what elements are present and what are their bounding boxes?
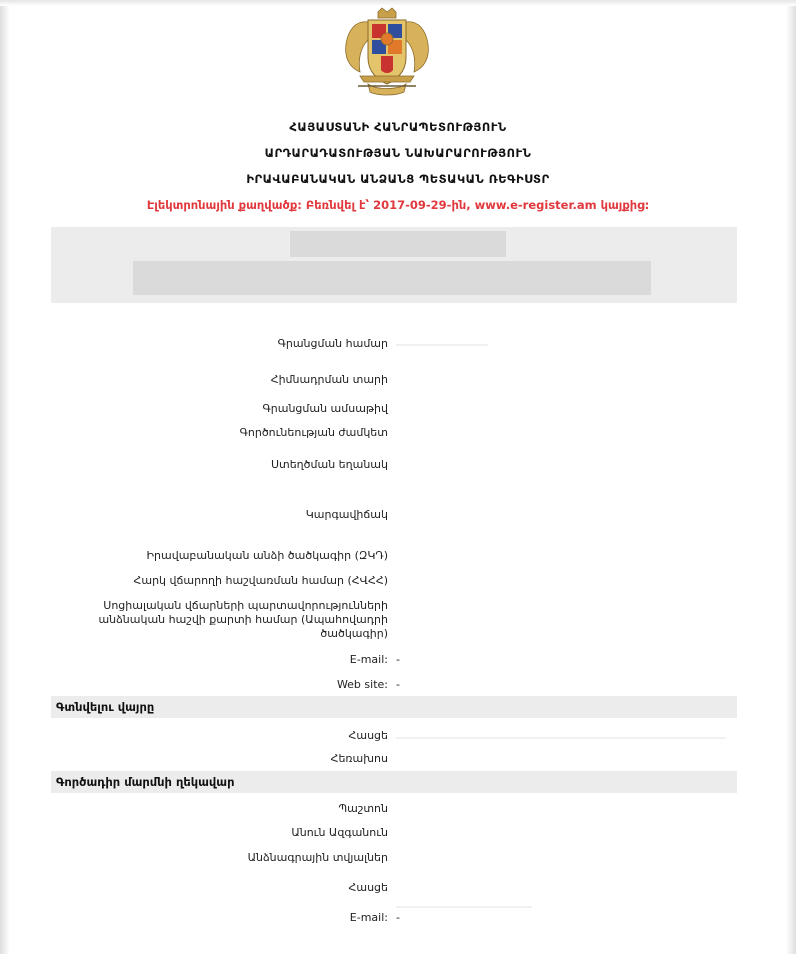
location-section-title: Գտնվելու վայրը (56, 700, 155, 714)
redacted-value (396, 344, 488, 346)
reg-date-label: Գրանցման ամսաթիվ (262, 402, 388, 415)
page-shadow-left (0, 0, 10, 954)
director-email-value: - (396, 911, 400, 924)
status-label: Կարգավիճակ (305, 508, 388, 521)
director-address-label: Հասցե (348, 881, 388, 894)
website-value: - (396, 678, 400, 691)
creation-method-label: Ստեղծման եղանակ (270, 458, 388, 471)
term-label: Գործունեության ժամկետ (239, 426, 388, 439)
registry-title: ԻՐԱՎԱԲԱՆԱԿԱՆ ԱՆՁԱՆՑ ՊԵՏԱԿԱՆ ՌԵԳԻՍՏՐ (246, 172, 550, 186)
redacted-name (290, 231, 506, 257)
director-name-label: Անուն Ազգանուն (291, 826, 388, 839)
taxpayer-number-label: Հարկ վճարողի հաշվառման համար (ՀՎՀՀ) (133, 574, 388, 587)
social-account-label-line3: ծածկագիր) (320, 627, 388, 640)
reg-number-label: Գրանցման համար (277, 337, 388, 350)
director-email-label: E-mail: (349, 911, 388, 924)
country-title: ՀԱՅԱՍՏԱՆԻ ՀԱՆՐԱՊԵՏՈՒԹՅՈՒՆ (289, 120, 507, 134)
founding-year-label: Հիմնադրման տարի (270, 373, 388, 386)
redacted-email (396, 906, 532, 908)
social-account-label-line1: Սոցիալական վճարների պարտավորությունների (103, 599, 388, 612)
download-notice: Էլեկտրոնային քաղվածք: Բեռնվել է՝ 2017-09-29-ին, www.e-register.am կայքից: (146, 198, 650, 212)
ministry-title: ԱՐԴԱՐԱԴԱՏՈՒԹՅԱՆ ՆԱԽԱՐԱՐՈՒԹՅՈՒՆ (264, 146, 532, 160)
location-address-label: Հասցե (348, 729, 388, 742)
page-shadow-right (786, 0, 796, 954)
coat-of-arms-icon (338, 6, 436, 102)
director-section-title: Գործադիր մարմնի ղեկավար (56, 775, 235, 789)
email-label: E-mail: (349, 653, 388, 666)
redacted-full-name (133, 261, 651, 295)
legal-code-label: Իրավաբանական անձի ծածկագիր (ԶԿԴ) (146, 549, 388, 562)
website-label: Web site: (336, 678, 388, 691)
location-phone-label: Հեռախոս (330, 752, 388, 765)
director-position-label: Պաշտոն (338, 802, 388, 815)
redacted-address (396, 737, 726, 739)
social-account-label-line2: անձնական հաշվի քարտի համար (Ապահովադրի (98, 613, 388, 626)
email-value: - (396, 653, 400, 666)
director-passport-label: Անձնագրային տվյալներ (247, 851, 388, 864)
